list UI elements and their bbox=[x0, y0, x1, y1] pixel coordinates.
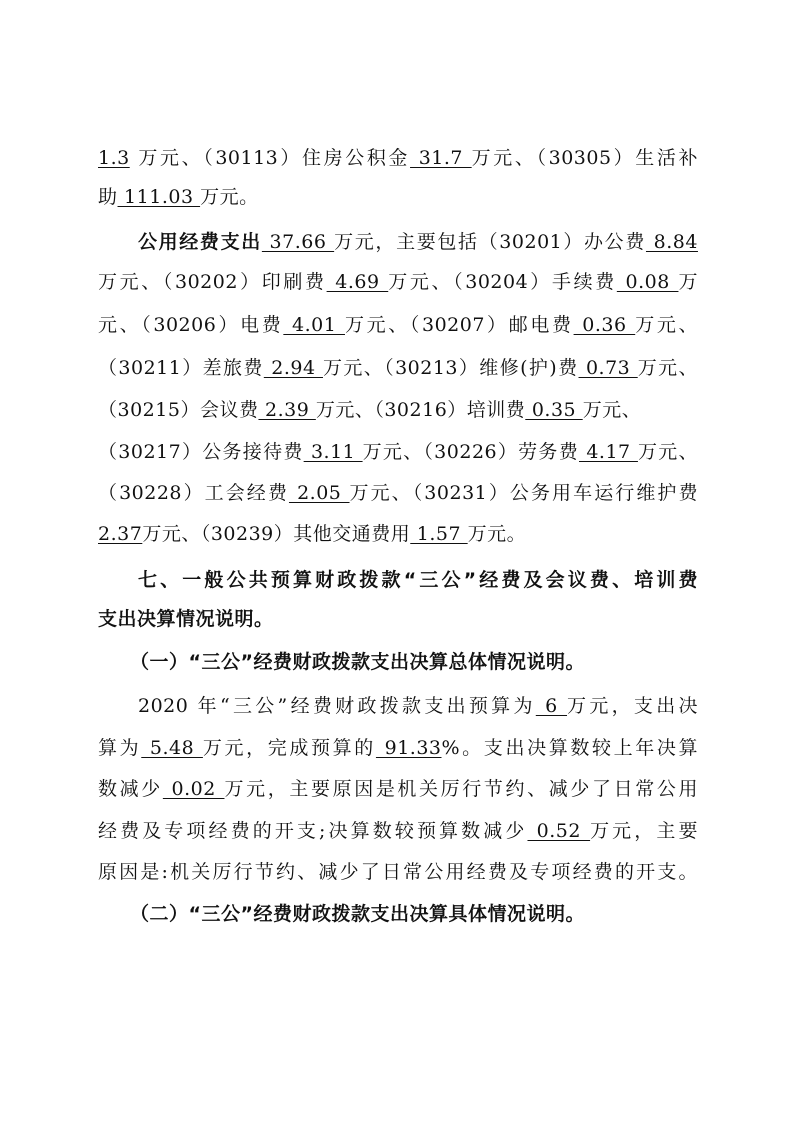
amount-value: 0.36 bbox=[573, 314, 636, 336]
amount-value: 4.01 bbox=[283, 314, 345, 336]
subsection-two-title: （二）“三公”经费财政拨款支出决算具体情况说明。 bbox=[130, 903, 585, 925]
text: 万元。 bbox=[467, 523, 527, 545]
amount-value: 111.03 bbox=[117, 186, 201, 208]
amount-value: 4.17 bbox=[579, 441, 638, 463]
section-seven-heading: 七、一般公共预算财政拨款“三公”经费及会议费、培训费 bbox=[138, 569, 698, 591]
amount-value: 91.33 bbox=[375, 737, 442, 759]
para2-line8 bbox=[98, 517, 698, 551]
para3-line2 bbox=[98, 731, 698, 765]
amount-value: 0.02 bbox=[162, 778, 225, 800]
para2-line1 bbox=[138, 225, 698, 259]
text: 万元、 bbox=[635, 314, 698, 336]
text: 万元，主要包括（30201）办公费 bbox=[334, 231, 646, 253]
text: 万元、（30113）住房公积金 bbox=[129, 147, 411, 169]
text: （30211）差旅费 bbox=[98, 357, 264, 379]
text: 万元，主要 bbox=[590, 820, 698, 842]
public-expense-label: 公用经费支出 bbox=[138, 231, 262, 253]
amount-value: 8.84 bbox=[645, 231, 698, 253]
amount-value: 3.11 bbox=[303, 441, 363, 463]
text: 万元、 bbox=[637, 357, 698, 379]
text: （30217）公务接待费 bbox=[98, 441, 304, 463]
amount-value: 2.05 bbox=[288, 482, 350, 504]
para3-line4 bbox=[98, 814, 698, 848]
text: 万元，支出决 bbox=[567, 695, 698, 717]
text: 万元、（30231）公务用车运行维护费 bbox=[349, 482, 698, 504]
text: 万元、 bbox=[582, 399, 642, 421]
text: 万元、（30216）培训费 bbox=[315, 399, 526, 421]
amount-value: 0.35 bbox=[525, 399, 583, 421]
text: 万元、 bbox=[637, 441, 698, 463]
text: 万元，主要原因是机关厉行节约、减少了日常公用 bbox=[224, 778, 698, 800]
amount-value: 2.39 bbox=[258, 399, 316, 421]
text: %。支出决算数较上年决算 bbox=[441, 737, 698, 759]
para3-line5: 原因是:机关厉行节约、减少了日常公用经费及专项经费的开支。 bbox=[98, 861, 698, 883]
text: 万元、（30202）印刷费 bbox=[98, 271, 327, 293]
amount-value: 0.08 bbox=[616, 271, 679, 293]
subsection-one-title: （一）“三公”经费财政拨款支出决算总体情况说明。 bbox=[130, 651, 585, 673]
text: 万元、（30305）生活补 bbox=[471, 147, 698, 169]
para2-line2 bbox=[98, 265, 698, 299]
para3-line1 bbox=[138, 689, 698, 723]
para2-line6 bbox=[98, 435, 698, 469]
amount-value: 6 bbox=[535, 695, 568, 717]
para2-line5 bbox=[98, 393, 698, 427]
para2-line7 bbox=[98, 476, 698, 510]
text: 助 bbox=[98, 186, 118, 208]
para3-line3 bbox=[98, 772, 698, 806]
para1-line2 bbox=[98, 180, 698, 214]
amount-value: 37.66 bbox=[261, 231, 335, 253]
text: 万元、（30213）维修(护)费 bbox=[323, 357, 579, 379]
text: 万元、（30204）手续费 bbox=[388, 271, 617, 293]
amount-value: 1.57 bbox=[410, 523, 468, 545]
section-seven-heading-cont: 支出决算情况说明。 bbox=[98, 608, 274, 630]
amount-value: 5.48 bbox=[141, 737, 203, 759]
text: 万元、（30207）邮电费 bbox=[344, 314, 574, 336]
text: 万元，完成预算的 bbox=[202, 737, 376, 759]
para2-line4 bbox=[98, 351, 698, 385]
para1-line1 bbox=[98, 141, 698, 175]
text: 万元、（30239）其他交通费用 bbox=[142, 523, 411, 545]
text: 万元。 bbox=[200, 186, 259, 208]
text: 元、（30206）电费 bbox=[98, 314, 284, 336]
amount-value: 0.52 bbox=[527, 820, 591, 842]
text: （30228）工会经费 bbox=[98, 482, 289, 504]
text: 算为 bbox=[98, 737, 142, 759]
amount-value: 2.94 bbox=[263, 357, 323, 379]
text: 经费及专项经费的开支;决算数较预算数减少 bbox=[98, 820, 528, 842]
amount-value: 1.3 bbox=[98, 147, 130, 169]
text: （30215）会议费 bbox=[98, 399, 259, 421]
para2-line3 bbox=[98, 308, 698, 342]
text: 万 bbox=[678, 271, 698, 293]
amount-value: 2.37 bbox=[98, 523, 143, 545]
amount-value: 31.7 bbox=[410, 147, 472, 169]
amount-value: 4.69 bbox=[326, 271, 389, 293]
text: 2020 年“三公”经费财政拨款支出预算为 bbox=[138, 695, 536, 717]
amount-value: 0.73 bbox=[578, 357, 638, 379]
text: 万元、（30226）劳务费 bbox=[362, 441, 579, 463]
text: 数减少 bbox=[98, 778, 163, 800]
